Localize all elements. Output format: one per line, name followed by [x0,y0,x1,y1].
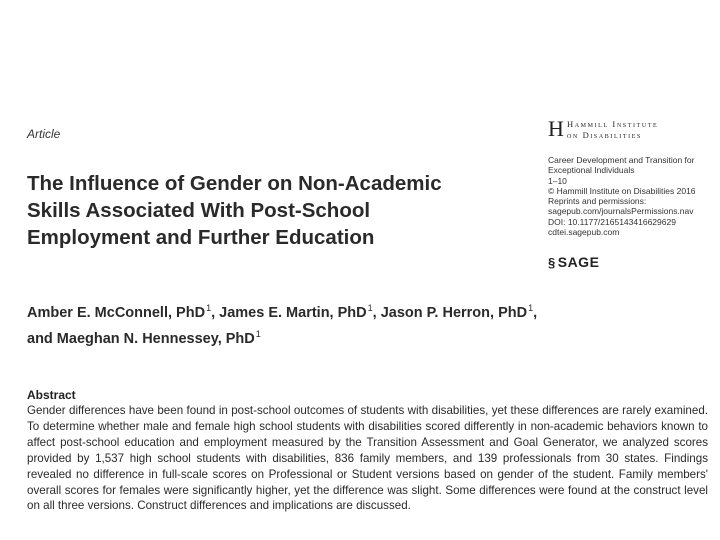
logo-text-line1: Hammill Institute [567,119,659,129]
journal-name-line2: Exceptional Individuals [548,165,635,176]
author-name: and Maeghan N. Hennessey, PhD [27,331,255,347]
author-affiliation: 1 [528,303,534,313]
doi-line[interactable]: DOI: 10.1177/2165143416629629 [548,216,676,227]
journal-site-link[interactable]: cdtei.sagepub.com [548,227,620,238]
hammill-logo-icon: H [548,116,564,141]
sage-logo-icon: § [548,255,556,270]
author-affiliation: 1 [367,303,373,313]
logo-text-line2: on Disabilities [567,130,642,140]
permissions-link[interactable]: sagepub.com/journalsPermissions.nav [548,206,694,217]
paper-title: The Influence of Gender on Non-Academic Skills Associated With Post-School Employment and Further Education [27,172,442,249]
author-affiliation: 1 [255,329,261,339]
author-name: James E. Martin, PhD [219,305,367,321]
author-list: Amber E. McConnell, PhD$^1$, James E. Martin, PhD$^1$, Jason P. Herron, PhD$^1$, and Maeghan N. Hennessey, PhD$^1$ [27,303,538,347]
publisher-logo [548,117,708,141]
abstract-text: Gender differences have been found in post-school outcomes of students with disabilities, yet these differences are rarely examined. To determine whether male and female high school students with disabilities scored differently in non-academic behaviors known to affect post-school education and employment measured by the Transition Assessment and Goal Generator, we analyzed scores provided by 1,537 high school students with disabilities, 836 family members, and 139 professionals from 30 states. Findings revealed no difference in full-scale scores on Professional or Student versions based on gender of the student. Family members' overall scores for females were significantly higher, yet the difference was slight. Some differences were found at the construct level on all three versions. Construct differences and implications are discussed. [27,404,708,513]
reprints-label: Reprints and permissions: [548,196,647,207]
copyright-line: © Hammill Institute on Disabilities 2016 [548,185,696,196]
sage-label: SAGE [557,254,600,270]
author-name: Jason P. Herron, PhD [380,305,528,321]
author-affiliation: 1 [206,303,212,313]
journal-metadata [548,155,718,237]
journal-name-line1: Career Development and Transition for [548,155,695,165]
sage-logo [548,254,599,270]
author-name: Amber E. McConnell, PhD [27,305,206,321]
abstract-heading: Abstract [27,388,76,402]
article-type-label: Article [27,127,61,141]
page-range: 1–10 [548,175,567,186]
